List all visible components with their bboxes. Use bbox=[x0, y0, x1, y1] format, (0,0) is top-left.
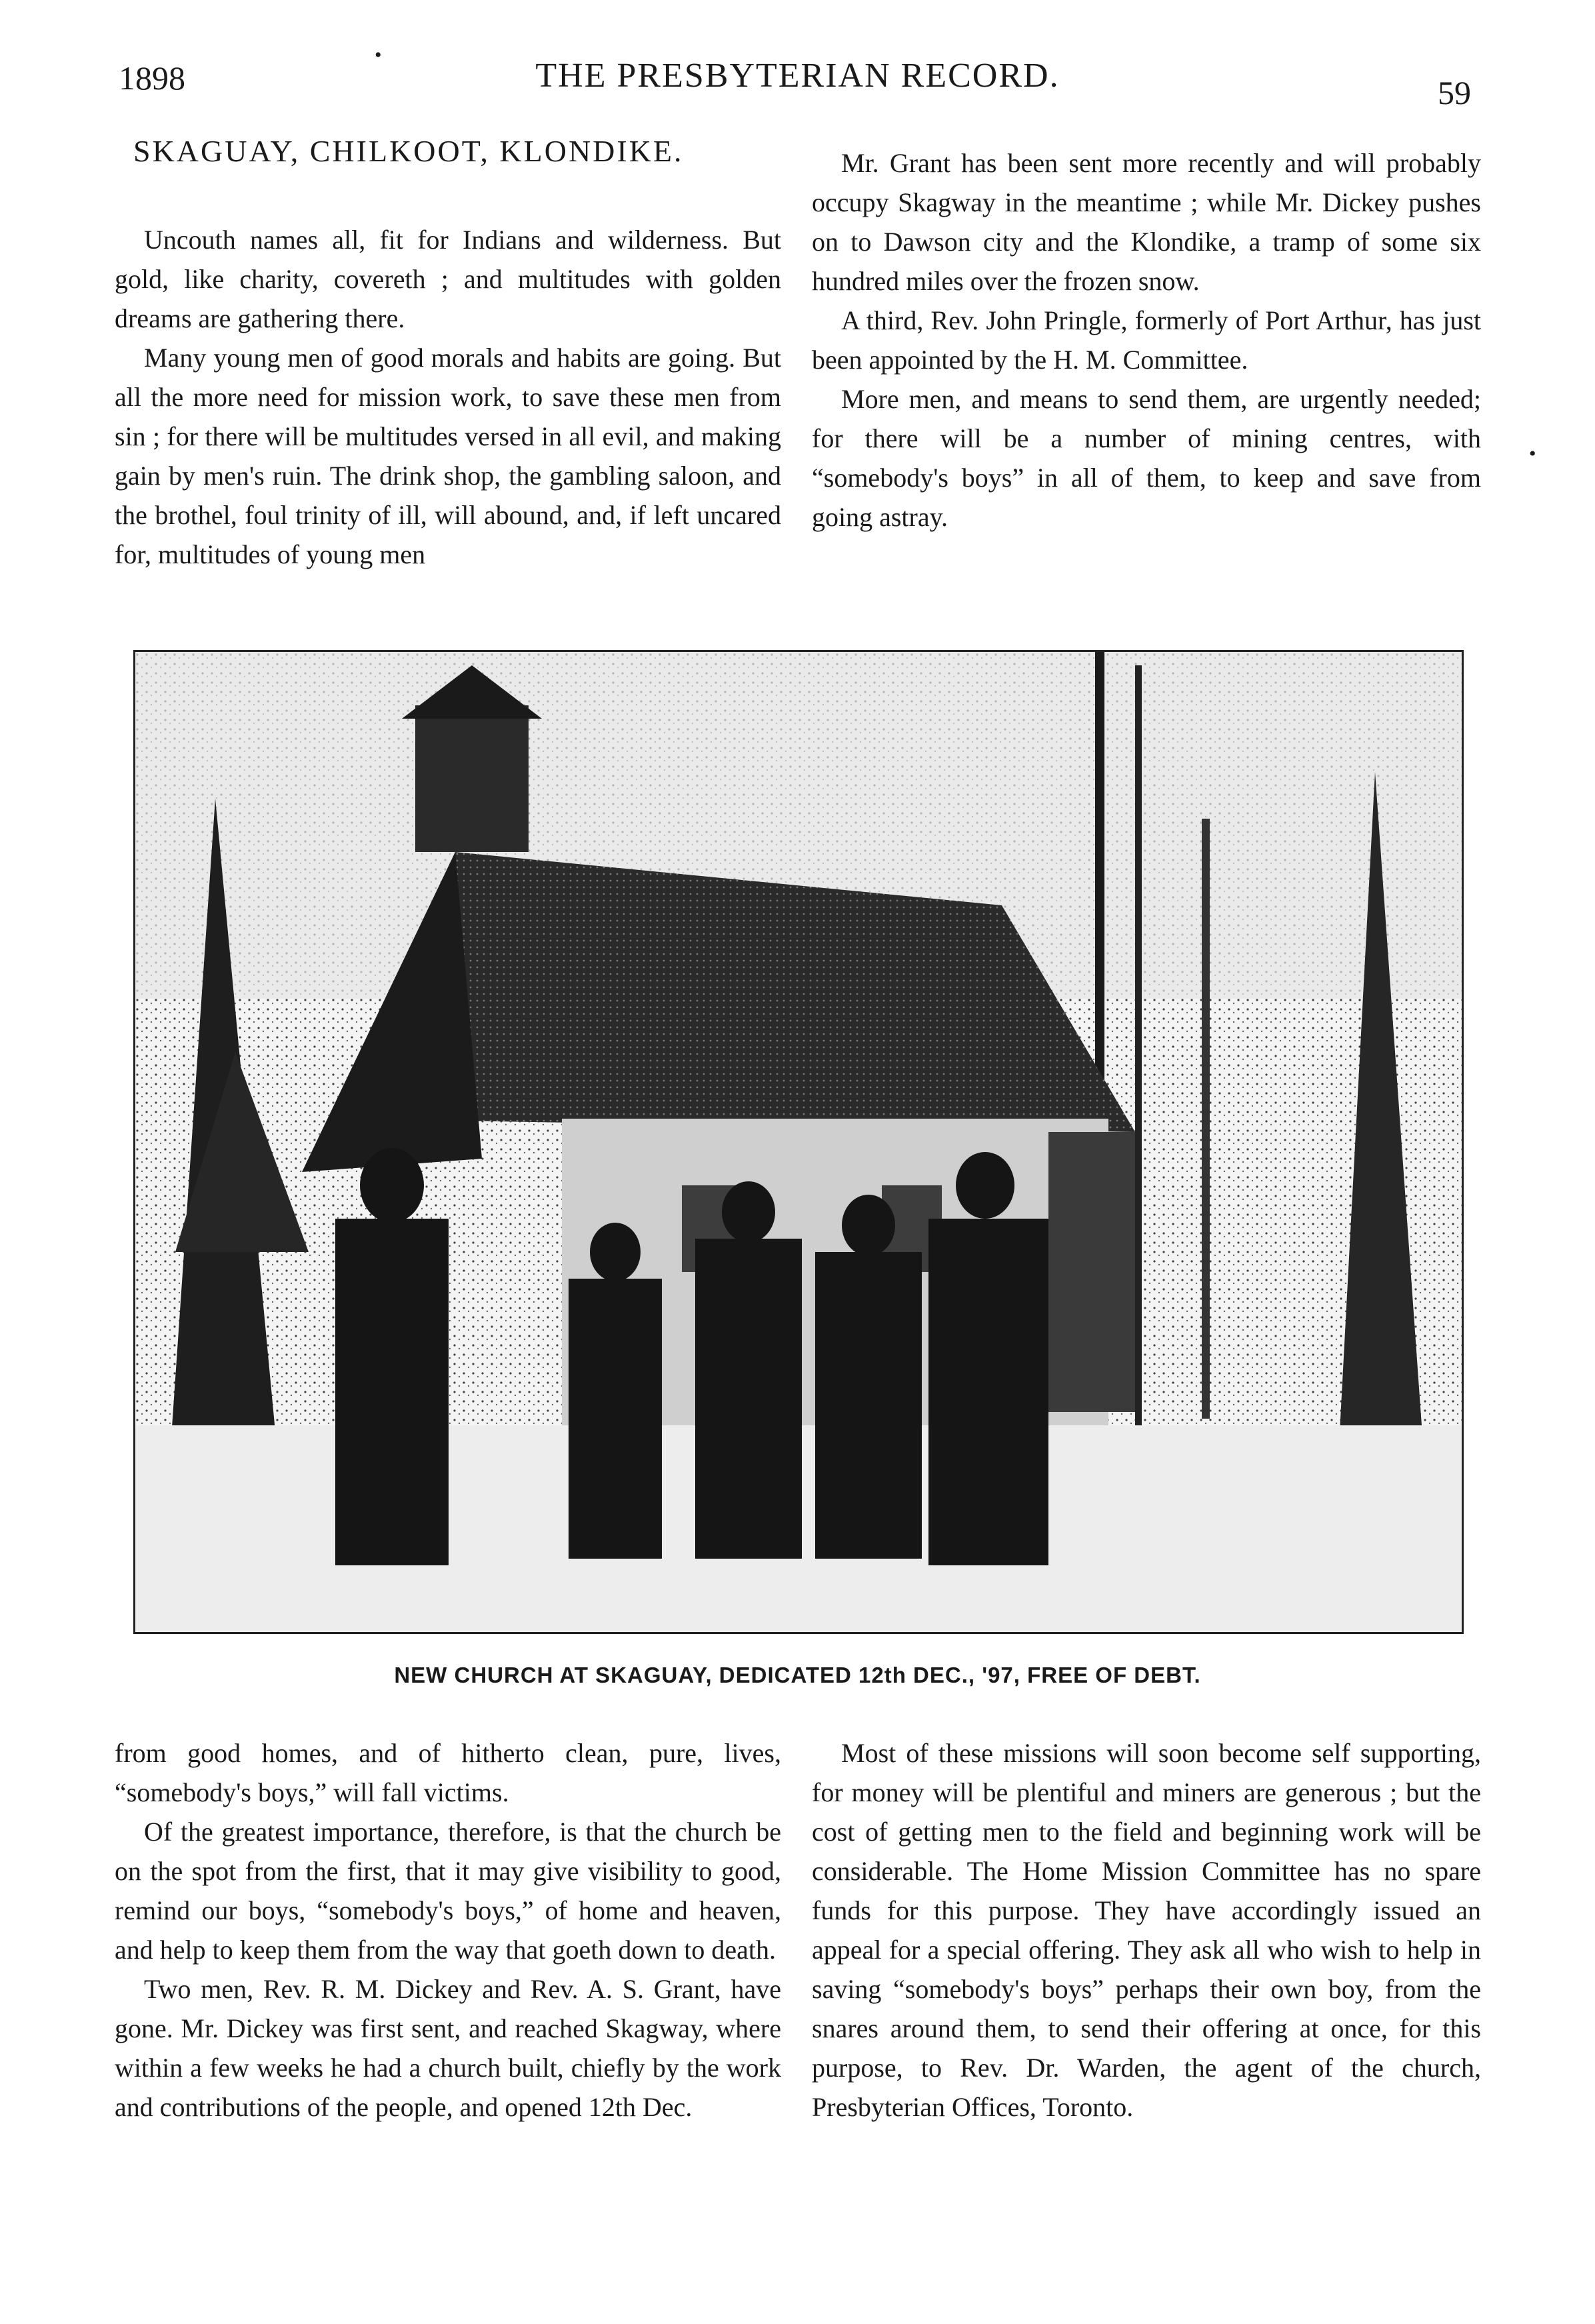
church-photograph bbox=[133, 650, 1464, 1634]
text-column-top-left bbox=[115, 220, 781, 574]
paragraph: from good homes, and of hitherto clean, pure, lives, “somebody's boys,” will fall victims. bbox=[115, 1738, 781, 1807]
paragraph: More men, and means to send them, are urgently needed; for there will be a number of mining centres, with “somebody's boys” in all of them, to keep and save from going astray. bbox=[812, 384, 1481, 532]
text-column-bottom-left bbox=[115, 1733, 781, 2127]
print-speck: • bbox=[1529, 443, 1536, 465]
journal-title: THE PRESBYTERIAN RECORD. bbox=[535, 57, 1060, 95]
paragraph: Many young men of good morals and habits are going. But all the more need for mission work, to save these men from sin ; for there will be multitudes versed in all evil, and making gain by men's ruin. The drink shop, the gambling saloon, and the brothel, foul trinity of ill, will abound, and, if left uncared for, multitudes of young men bbox=[115, 343, 781, 569]
text-column-bottom-right bbox=[812, 1733, 1481, 2127]
print-speck: • bbox=[375, 44, 382, 66]
article-title: SKAGUAY, CHILKOOT, KLONDIKE. bbox=[133, 134, 684, 168]
paragraph: Two men, Rev. R. M. Dickey and Rev. A. S. Grant, have gone. Mr. Dickey was first sent, and reached Skagway, where within a few weeks he had a church built, chiefly by the work and contributions of the people, and opened 12th Dec. bbox=[115, 1974, 781, 2122]
photo-caption: NEW CHURCH AT SKAGUAY, DEDICATED 12th DEC., '97, FREE OF DEBT. bbox=[394, 1663, 1201, 1687]
paragraph: Most of these missions will soon become self supporting, for money will be plentiful and miners are generous ; but the cost of getting men to the field and beginning work will be considerable. The Home Mission Committee has no spare funds for this purpose. They have accordingly issued an appeal for a special offering. They ask all who wish to help in saving “somebody's boys” perhaps their own boy, from the snares around them, to send their offering at once, for this purpose, to Rev. Dr. Warden, the agent of the church, Presbyterian Offices, Toronto. bbox=[812, 1738, 1481, 2122]
page-number: 59 bbox=[1438, 74, 1471, 111]
church-photo-icon bbox=[135, 652, 1462, 1632]
paragraph: A third, Rev. John Pringle, formerly of Port Arthur, has just been appointed by the H. M. Committee. bbox=[812, 305, 1481, 375]
paragraph: Mr. Grant has been sent more recently and will probably occupy Skagway in the meantime ; while Mr. Dickey pushes on to Dawson city and the Klondike, a tramp of some six hundred miles over the frozen snow. bbox=[812, 148, 1481, 296]
paragraph: Of the greatest importance, therefore, is that the church be on the spot from the first, that it may give visibility to good, remind our boys, “somebody's boys,” of home and heaven, and help to keep them from the way that goeth down to death. bbox=[115, 1817, 781, 1965]
text-column-top-right bbox=[812, 143, 1481, 537]
header-year: 1898 bbox=[119, 59, 185, 97]
paragraph: Uncouth names all, fit for Indians and wilderness. But gold, like charity, covereth ; and multitudes with golden dreams are gathering there. bbox=[115, 225, 781, 333]
